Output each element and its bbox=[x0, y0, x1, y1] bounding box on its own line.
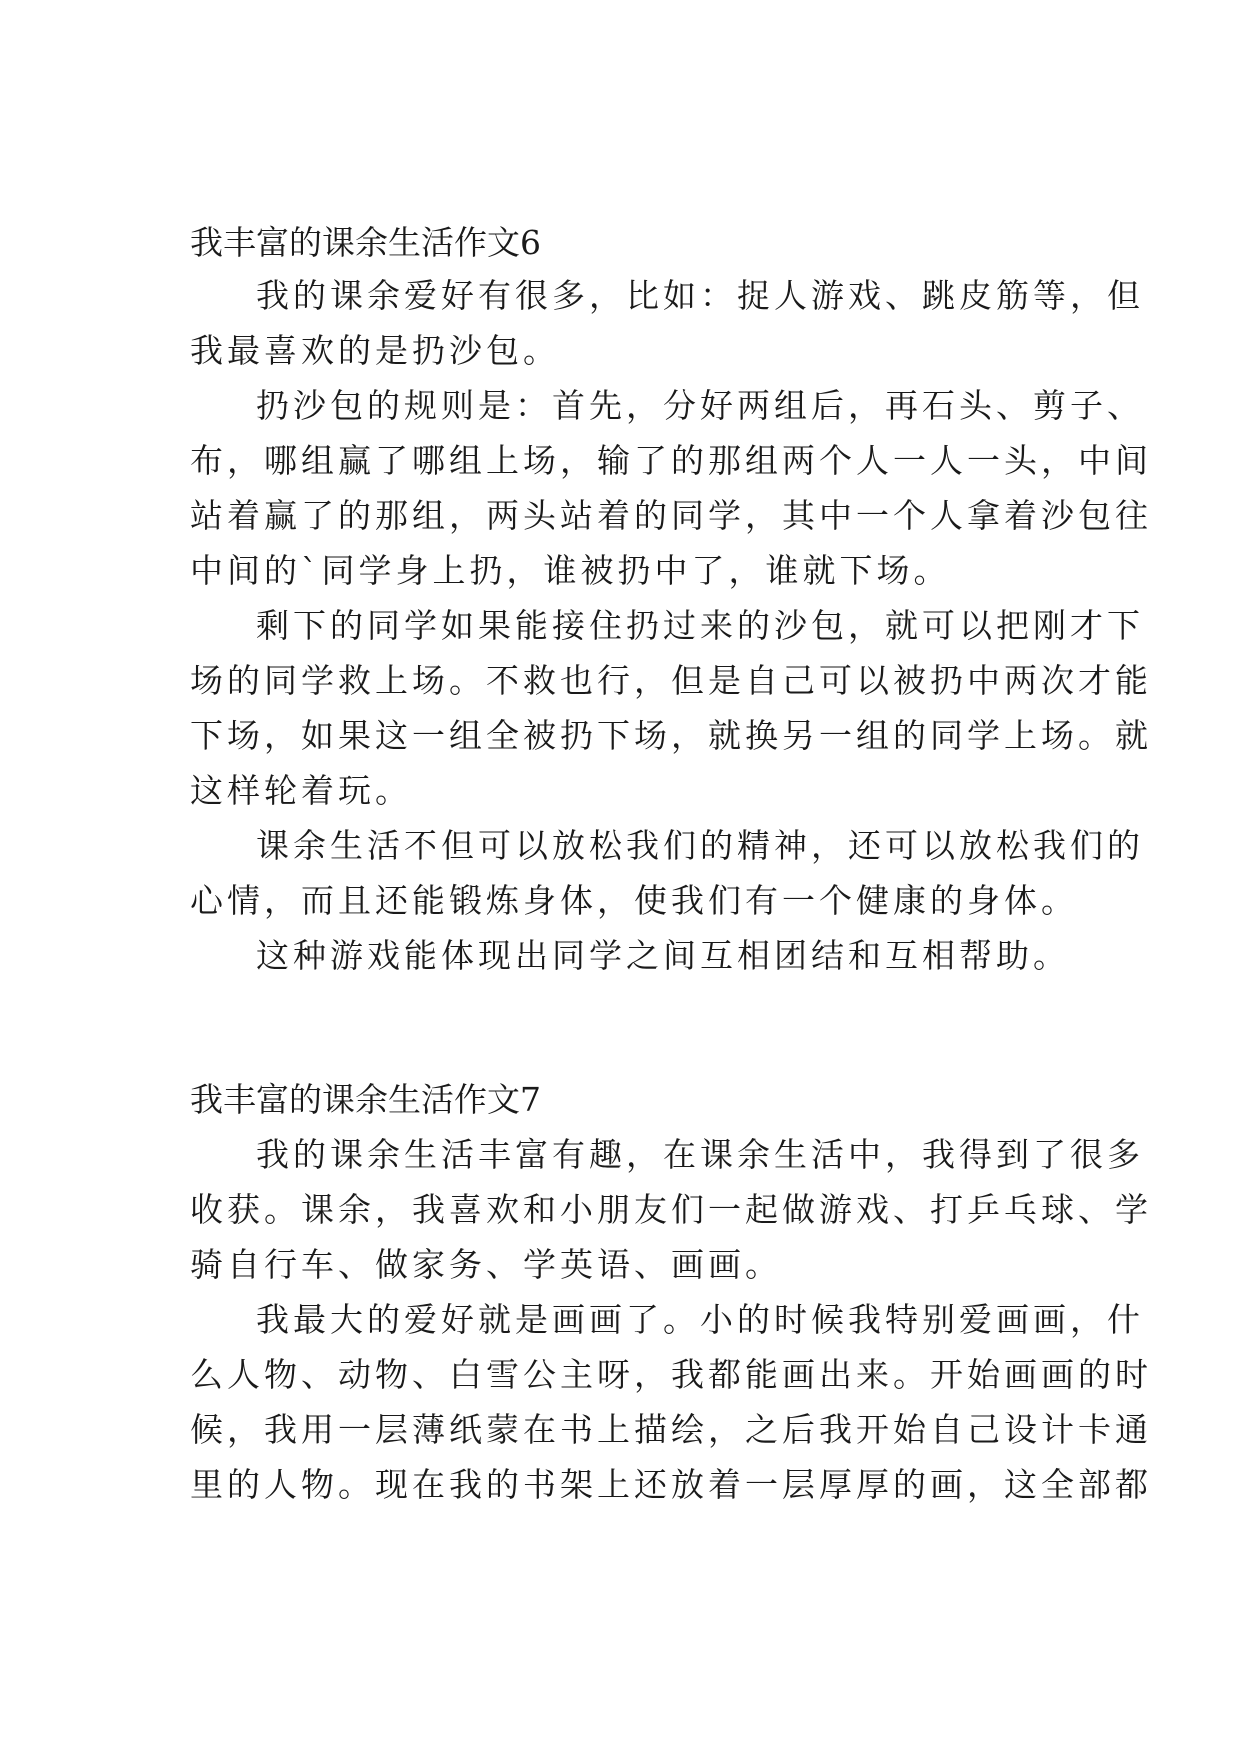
essay-6-line: 下场，如果这一组全被扔下场，就换另一组的同学上场。就 bbox=[190, 716, 1152, 755]
essay-6-line: 中间的`同学身上扔，谁被扔中了，谁就下场。 bbox=[190, 551, 951, 590]
essay-6-line: 站着赢了的那组，两头站着的同学，其中一个人拿着沙包往 bbox=[190, 496, 1152, 535]
essay-6-line: 我的课余爱好有很多，比如：捉人游戏、跳皮筋等，但 bbox=[256, 276, 1144, 315]
essay-7-line: 我最大的爱好就是画画了。小的时候我特别爱画画，什 bbox=[256, 1300, 1144, 1339]
essay-7-line: 收获。课余，我喜欢和小朋友们一起做游戏、打乒乓球、学 bbox=[190, 1190, 1152, 1229]
essay-6-line: 剩下的同学如果能接住扔过来的沙包，就可以把刚才下 bbox=[256, 606, 1144, 645]
essay-7-title: 我丰富的课余生活作文7 bbox=[190, 1080, 541, 1119]
essay-6-line: 心情，而且还能锻炼身体，使我们有一个健康的身体。 bbox=[190, 881, 1078, 920]
essay-6-line: 场的同学救上场。不救也行，但是自己可以被扔中两次才能 bbox=[190, 661, 1152, 700]
essay-6-line: 布，哪组赢了哪组上场，输了的那组两个人一人一头，中间 bbox=[190, 441, 1152, 480]
essay-6-line: 这种游戏能体现出同学之间互相团结和互相帮助。 bbox=[256, 936, 1070, 975]
essay-7-line: 里的人物。现在我的书架上还放着一层厚厚的画，这全部都 bbox=[190, 1465, 1152, 1504]
essay-6-line: 这样轮着玩。 bbox=[190, 771, 412, 810]
essay-6-line: 课余生活不但可以放松我们的精神，还可以放松我们的 bbox=[256, 826, 1144, 865]
essay-6-line: 我最喜欢的是扔沙包。 bbox=[190, 331, 560, 370]
essay-6-title: 我丰富的课余生活作文6 bbox=[190, 223, 541, 262]
essay-7-line: 么人物、动物、白雪公主呀，我都能画出来。开始画画的时 bbox=[190, 1355, 1152, 1394]
essay-7-line: 我的课余生活丰富有趣，在课余生活中，我得到了很多 bbox=[256, 1135, 1144, 1174]
essay-6-line: 扔沙包的规则是：首先，分好两组后，再石头、剪子、 bbox=[256, 386, 1144, 425]
essay-7-line: 骑自行车、做家务、学英语、画画。 bbox=[190, 1245, 782, 1284]
essay-7-line: 候，我用一层薄纸蒙在书上描绘，之后我开始自己设计卡通 bbox=[190, 1410, 1152, 1449]
